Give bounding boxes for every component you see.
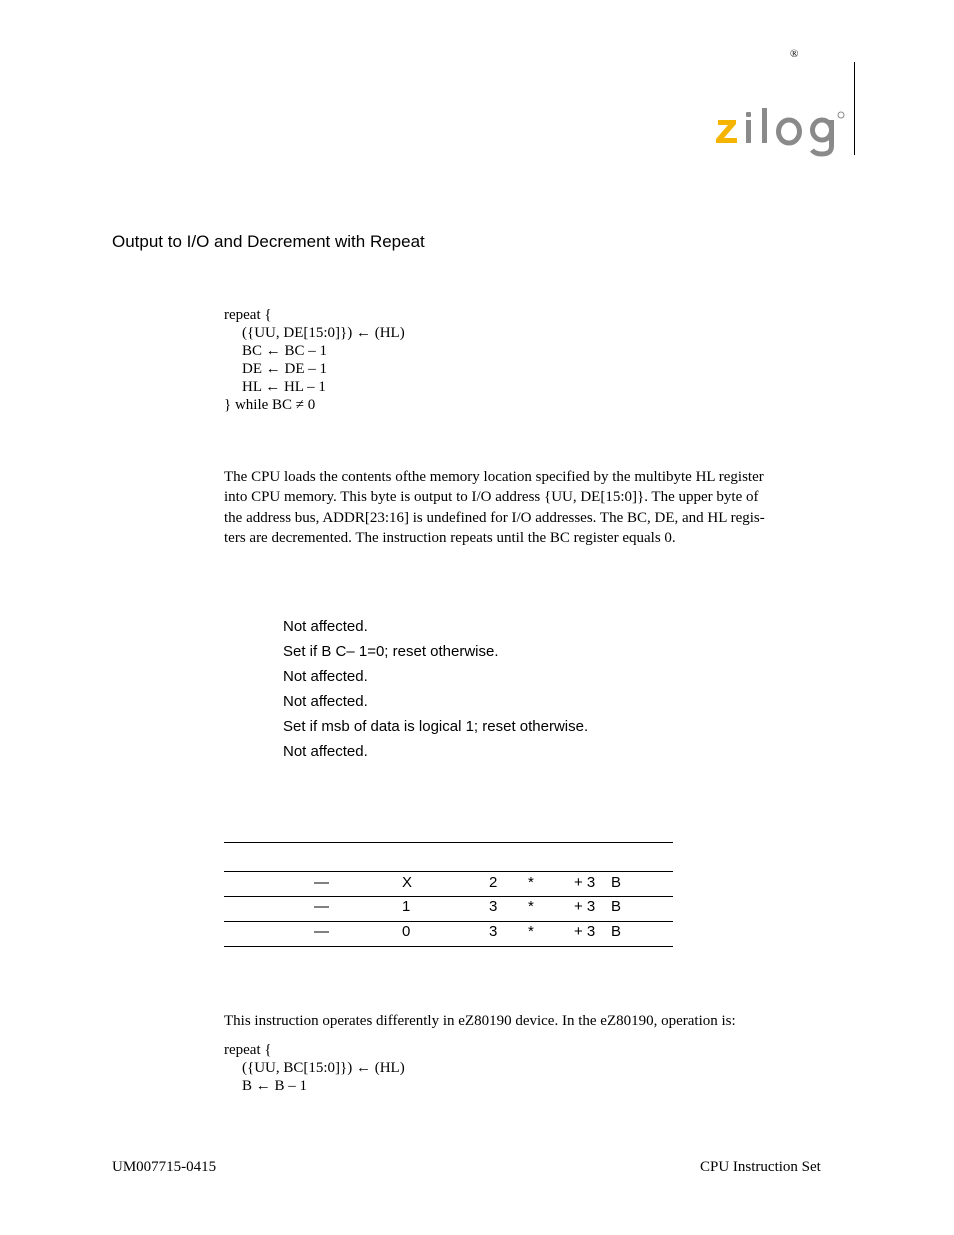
header-divider bbox=[854, 62, 855, 155]
table-cell: 3 bbox=[489, 923, 498, 940]
code-line: repeat { bbox=[224, 1042, 272, 1058]
code-line: repeat { bbox=[224, 307, 272, 323]
code-line: ({UU, DE[15:0]}) ← (HL) bbox=[242, 325, 405, 341]
table-cell: + 3 bbox=[574, 898, 596, 915]
table-cell: 0 bbox=[402, 923, 411, 940]
flag-description: Not affected. bbox=[283, 668, 368, 685]
table-cell: + 3 bbox=[574, 874, 596, 891]
document-number: UM007715-0415 bbox=[112, 1159, 217, 1175]
table-cell: * bbox=[528, 874, 534, 891]
table-cell: — bbox=[314, 874, 329, 891]
table-cell: — bbox=[314, 898, 329, 915]
code-line: BC ← BC – 1 bbox=[242, 343, 328, 359]
table-cell: 1 bbox=[402, 898, 411, 915]
table-rule bbox=[224, 871, 673, 872]
table-cell: * bbox=[528, 923, 534, 940]
condition-flags bbox=[283, 617, 588, 767]
code-line: HL ← HL – 1 bbox=[242, 379, 326, 395]
table-cell: B bbox=[611, 874, 622, 891]
registered-mark: ® bbox=[790, 48, 799, 60]
code-line: DE ← DE – 1 bbox=[242, 361, 327, 377]
flag-description: Not affected. bbox=[283, 618, 368, 635]
table-cell: 3 bbox=[489, 898, 498, 915]
table-cell: B bbox=[611, 923, 622, 940]
description bbox=[224, 467, 844, 548]
code-line: } while BC ≠ 0 bbox=[224, 397, 316, 413]
table-rule bbox=[224, 896, 673, 897]
table-cell: * bbox=[528, 898, 534, 915]
code-line: ({UU, BC[15:0]}) ← (HL) bbox=[242, 1060, 405, 1076]
flag-description: Set if msb of data is logical 1; reset otherwise. bbox=[283, 718, 589, 735]
operation-code bbox=[224, 306, 405, 414]
description-line: the address bus, ADDR[23:16] is undefined for I/O addresses. The BC, DE, and HL regis- bbox=[224, 509, 765, 526]
description-line: into CPU memory. This byte is output to I/O address {UU, DE[15:0]}. The upper byte of bbox=[224, 489, 759, 506]
table-rule bbox=[224, 842, 673, 843]
description-line: The CPU loads the contents ofthe memory location specified by the multibyte HL register bbox=[224, 469, 764, 485]
table-cell: + 3 bbox=[574, 923, 596, 940]
flag-description: Not affected. bbox=[283, 693, 368, 710]
table-rule bbox=[224, 921, 673, 922]
table-cell: 2 bbox=[489, 874, 498, 891]
note-text: This instruction operates differently in eZ80190 device. In the eZ80190, operation is: bbox=[224, 1013, 736, 1029]
section-title: Output to I/O and Decrement with Repeat bbox=[112, 232, 425, 251]
table-cell: — bbox=[314, 923, 329, 940]
table-rule bbox=[224, 946, 673, 947]
table-cell: X bbox=[402, 874, 413, 891]
flag-description: Set if B C– 1=0; reset otherwise. bbox=[283, 643, 499, 660]
note-code bbox=[224, 1041, 405, 1095]
description-line: ters are decremented. The instruction repeats until the BC register equals 0. bbox=[224, 529, 676, 546]
code-line: B ← B – 1 bbox=[242, 1078, 308, 1094]
table-cell: B bbox=[611, 898, 622, 915]
zilog-logo bbox=[712, 106, 852, 158]
chapter-title: CPU Instruction Set bbox=[700, 1159, 821, 1175]
flag-description: Not affected. bbox=[283, 743, 368, 760]
